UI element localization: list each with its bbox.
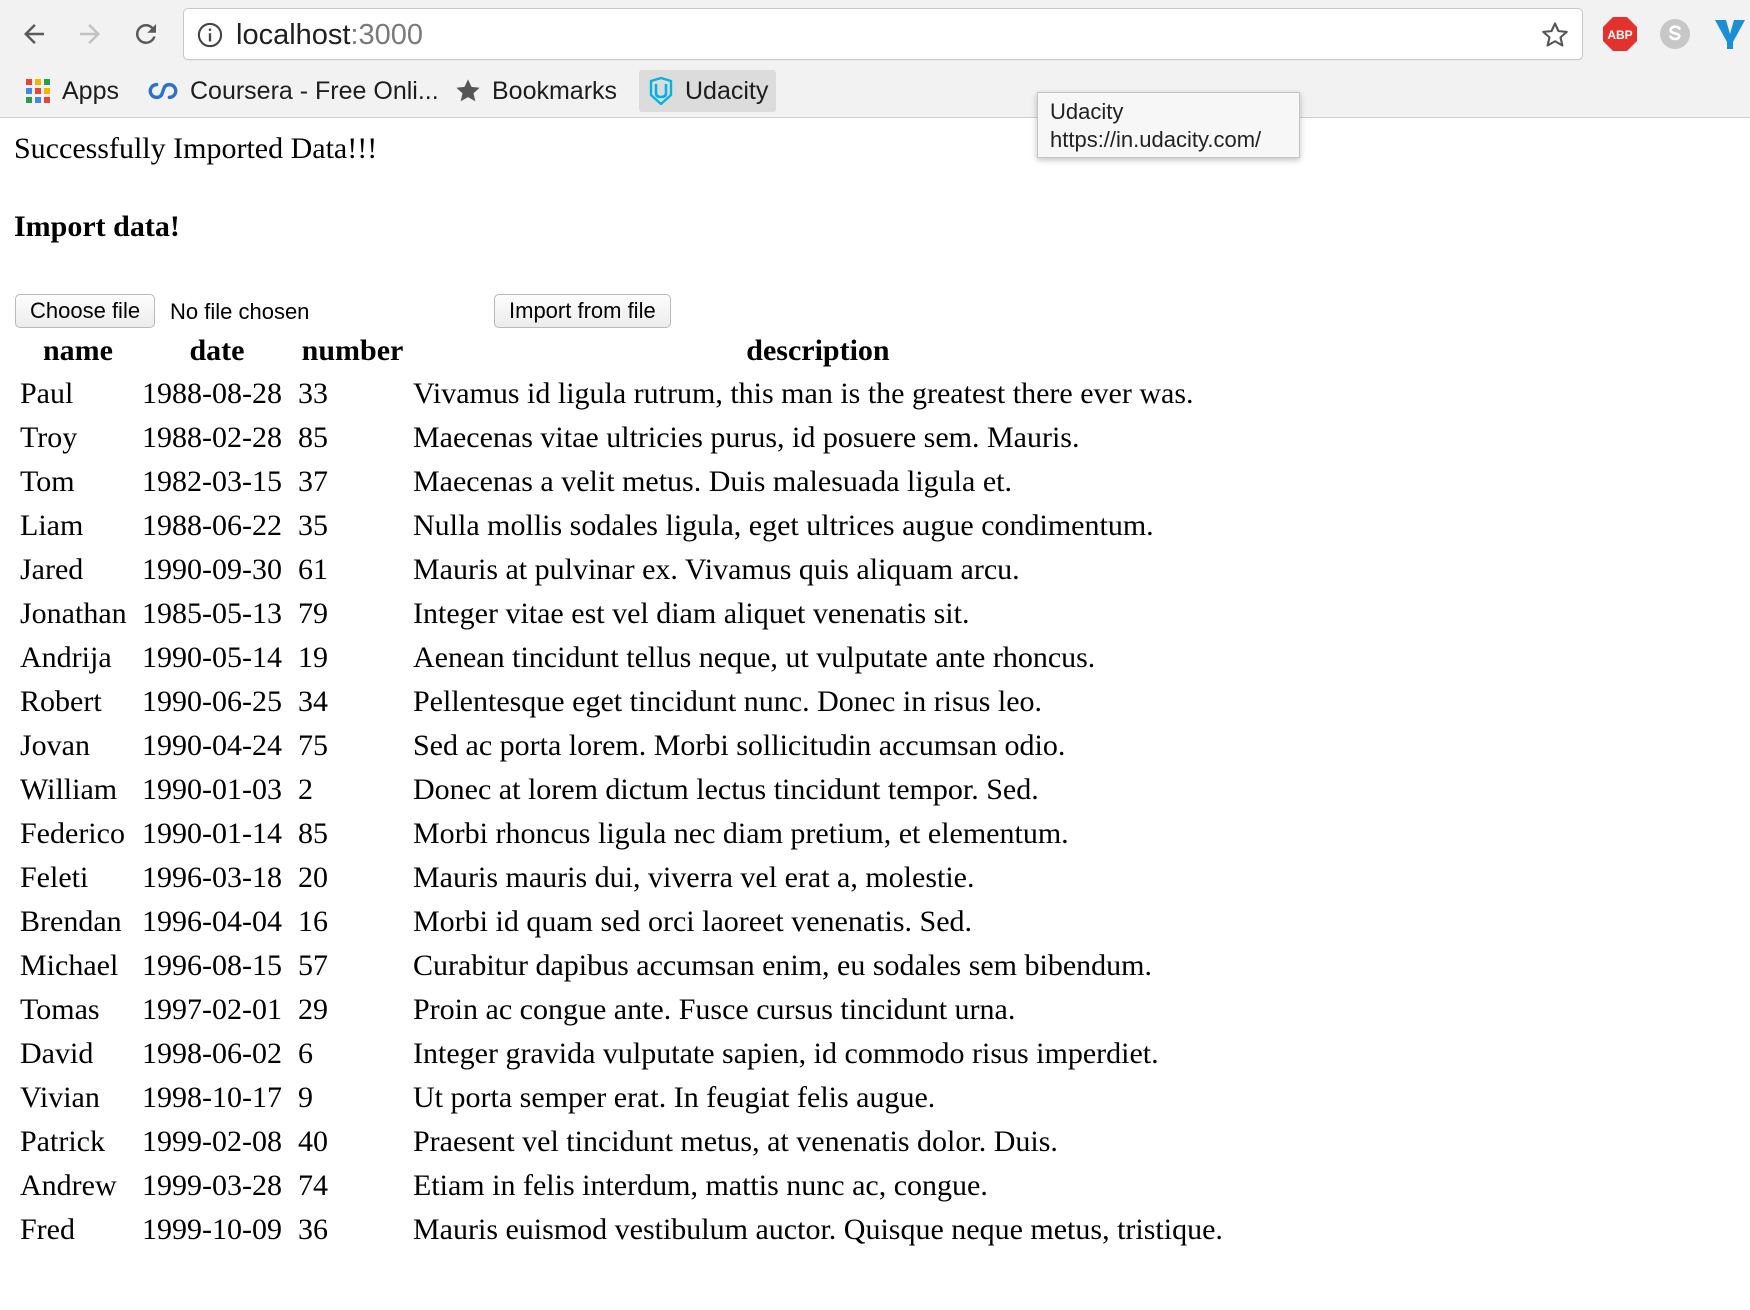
cell-date: 1996-08-15 [142, 949, 282, 982]
forward-arrow-icon [75, 19, 105, 49]
cell-name: Michael [20, 949, 119, 982]
cell-description: Pellentesque eget tincidunt nunc. Donec in risus leo. [413, 685, 1043, 718]
cell-name: David [20, 1037, 94, 1070]
cell-name: Andrew [20, 1169, 117, 1202]
cell-date: 1998-10-17 [142, 1081, 282, 1114]
back-button[interactable] [14, 14, 54, 54]
table-row [20, 1208, 1223, 1252]
table-row [20, 988, 1223, 1032]
table-row [20, 812, 1223, 856]
star-icon [454, 77, 482, 105]
cell-name: Patrick [20, 1125, 105, 1158]
column-header-number: number [301, 334, 404, 367]
cell-description: Curabitur dapibus accumsan enim, eu sodales sem bibendum. [413, 949, 1152, 982]
extension-icon[interactable] [1712, 16, 1748, 52]
url-host: localhost [236, 19, 351, 51]
table-row [20, 636, 1223, 680]
url-port: :3000 [350, 19, 424, 51]
cell-number: 79 [298, 597, 328, 630]
bookmark-label: Udacity [685, 76, 769, 105]
bookmark-label: Coursera - Free Onli... [190, 76, 439, 105]
cell-date: 1998-06-02 [142, 1037, 282, 1070]
bookmark-label: Apps [62, 76, 119, 105]
cell-number: 74 [298, 1169, 328, 1202]
cell-description: Vivamus id ligula rutrum, this man is the greatest there ever was. [413, 377, 1194, 410]
cell-number: 75 [298, 729, 328, 762]
cell-date: 1990-01-14 [142, 817, 282, 850]
tooltip-title: Udacity [1050, 99, 1124, 124]
cell-number: 16 [298, 905, 328, 938]
forward-button[interactable] [70, 14, 110, 54]
browser-toolbar [0, 0, 1750, 118]
column-header-name: name [43, 334, 113, 367]
cell-name: Tomas [20, 993, 100, 1026]
bookmark-tooltip [1037, 92, 1300, 158]
cell-date: 1990-06-25 [142, 685, 282, 718]
cell-number: 85 [298, 421, 328, 454]
table-row [20, 944, 1223, 988]
cell-name: Liam [20, 509, 84, 542]
apps-grid-icon [24, 77, 52, 105]
cell-date: 1990-04-24 [142, 729, 282, 762]
table-row [20, 900, 1223, 944]
choose-file-button[interactable]: Choose file [15, 294, 155, 328]
cell-name: Paul [20, 377, 74, 410]
cell-number: 20 [298, 861, 328, 894]
cell-number: 35 [298, 509, 328, 542]
cell-description: Donec at lorem dictum lectus tincidunt tempor. Sed. [413, 773, 1039, 806]
cell-description: Morbi id quam sed orci laoreet venenatis. Sed. [413, 905, 973, 938]
cell-name: Jonathan [20, 597, 127, 630]
table-row [20, 548, 1223, 592]
cell-date: 1990-05-14 [142, 641, 282, 674]
table-row [20, 856, 1223, 900]
table-row [20, 768, 1223, 812]
cell-number: 36 [298, 1213, 328, 1246]
table-row [20, 724, 1223, 768]
column-header-date: date [189, 334, 245, 367]
info-icon[interactable] [196, 21, 224, 49]
bookmark-label: Bookmarks [492, 76, 618, 105]
cell-date: 1988-08-28 [142, 377, 282, 410]
table-row [20, 1120, 1223, 1164]
cell-date: 1988-02-28 [142, 421, 282, 454]
cell-name: Fred [20, 1213, 75, 1246]
cell-number: 9 [298, 1081, 313, 1114]
cell-number: 6 [298, 1037, 313, 1070]
table-row [20, 460, 1223, 504]
table-row [20, 372, 1223, 416]
cell-date: 1988-06-22 [142, 509, 282, 542]
cell-name: Troy [20, 421, 78, 454]
page-content [0, 118, 1750, 1310]
cell-name: Andrija [20, 641, 112, 674]
table-row [20, 680, 1223, 724]
cell-description: Mauris euismod vestibulum auctor. Quisque neque metus, tristique. [413, 1213, 1223, 1246]
svg-text:ABP: ABP [1607, 28, 1633, 42]
cell-name: Feleti [20, 861, 89, 894]
cell-description: Mauris mauris dui, viverra vel erat a, molestie. [413, 861, 975, 894]
table-row [20, 504, 1223, 548]
url-text [236, 18, 423, 52]
cell-number: 34 [298, 685, 328, 718]
cell-number: 57 [298, 949, 328, 982]
column-header-description: description [746, 334, 890, 367]
bookmarks-bar [0, 70, 1750, 112]
cell-description: Aenean tincidunt tellus neque, ut vulputate ante rhoncus. [413, 641, 1096, 674]
table-row [20, 592, 1223, 636]
coursera-icon [146, 77, 180, 105]
cell-date: 1996-03-18 [142, 861, 282, 894]
cell-name: Jared [20, 553, 84, 586]
cell-description: Morbi rhoncus ligula nec diam pretium, et elementum. [413, 817, 1069, 850]
cell-number: 85 [298, 817, 328, 850]
table-row [20, 1164, 1223, 1208]
cell-date: 1990-09-30 [142, 553, 282, 586]
cell-number: 2 [298, 773, 313, 806]
cell-name: Vivian [20, 1081, 100, 1114]
data-table [14, 330, 1229, 1252]
cell-description: Integer gravida vulputate sapien, id commodo risus imperdiet. [413, 1037, 1159, 1070]
cell-description: Maecenas vitae ultricies purus, id posuere sem. Mauris. [413, 421, 1080, 454]
cell-number: 40 [298, 1125, 328, 1158]
adblock-plus-icon[interactable] [1602, 16, 1638, 52]
table-header-row [20, 330, 1223, 372]
cell-date: 1982-03-15 [142, 465, 282, 498]
no-file-label: No file chosen [170, 299, 310, 324]
cell-date: 1996-04-04 [142, 905, 282, 938]
cell-number: 61 [298, 553, 328, 586]
skype-icon[interactable] [1657, 16, 1693, 52]
cell-date: 1999-02-08 [142, 1125, 282, 1158]
cell-description: Mauris at pulvinar ex. Vivamus quis aliquam arcu. [413, 553, 1020, 586]
cell-name: Federico [20, 817, 125, 850]
reload-icon [131, 19, 161, 49]
cell-number: 33 [298, 377, 328, 410]
cell-date: 1997-02-01 [142, 993, 282, 1026]
cell-name: Brendan [20, 905, 122, 938]
import-from-file-button[interactable]: Import from file [494, 294, 671, 328]
bookmark-coursera[interactable] [138, 70, 447, 112]
back-arrow-icon [19, 19, 49, 49]
cell-name: Robert [20, 685, 102, 718]
address-bar[interactable] [183, 8, 1583, 60]
cell-description: Integer vitae est vel diam aliquet venenatis sit. [413, 597, 970, 630]
cell-number: 29 [298, 993, 328, 1026]
cell-description: Maecenas a velit metus. Duis malesuada ligula et. [413, 465, 1012, 498]
cell-number: 19 [298, 641, 328, 674]
cell-name: William [20, 773, 118, 806]
cell-description: Praesent vel tincidunt metus, at venenatis dolor. Duis. [413, 1125, 1058, 1158]
bookmark-apps[interactable] [16, 70, 127, 112]
cell-name: Jovan [20, 729, 90, 762]
cell-name: Tom [20, 465, 75, 498]
cell-date: 1990-01-03 [142, 773, 282, 806]
cell-description: Proin ac congue ante. Fusce cursus tincidunt urna. [413, 993, 1016, 1026]
status-message: Successfully Imported Data!!! [14, 132, 378, 165]
cell-description: Etiam in felis interdum, mattis nunc ac, congue. [413, 1169, 988, 1202]
bookmark-folder[interactable] [446, 70, 625, 112]
cell-number: 37 [298, 465, 328, 498]
cell-date: 1985-05-13 [142, 597, 282, 630]
bookmark-udacity[interactable] [639, 70, 776, 112]
table-row [20, 1076, 1223, 1120]
udacity-icon [647, 77, 675, 105]
cell-date: 1999-10-09 [142, 1213, 282, 1246]
bookmark-star-icon[interactable] [1540, 20, 1570, 50]
table-row [20, 1032, 1223, 1076]
reload-button[interactable] [126, 14, 166, 54]
cell-date: 1999-03-28 [142, 1169, 282, 1202]
table-body [20, 372, 1223, 1252]
cell-description: Sed ac porta lorem. Morbi sollicitudin accumsan odio. [413, 729, 1066, 762]
tooltip-url: https://in.udacity.com/ [1050, 127, 1262, 152]
page-title: Import data! [14, 210, 180, 243]
cell-description: Nulla mollis sodales ligula, eget ultrices augue condimentum. [413, 509, 1154, 542]
cell-description: Ut porta semper erat. In feugiat felis augue. [413, 1081, 936, 1114]
table-row [20, 416, 1223, 460]
